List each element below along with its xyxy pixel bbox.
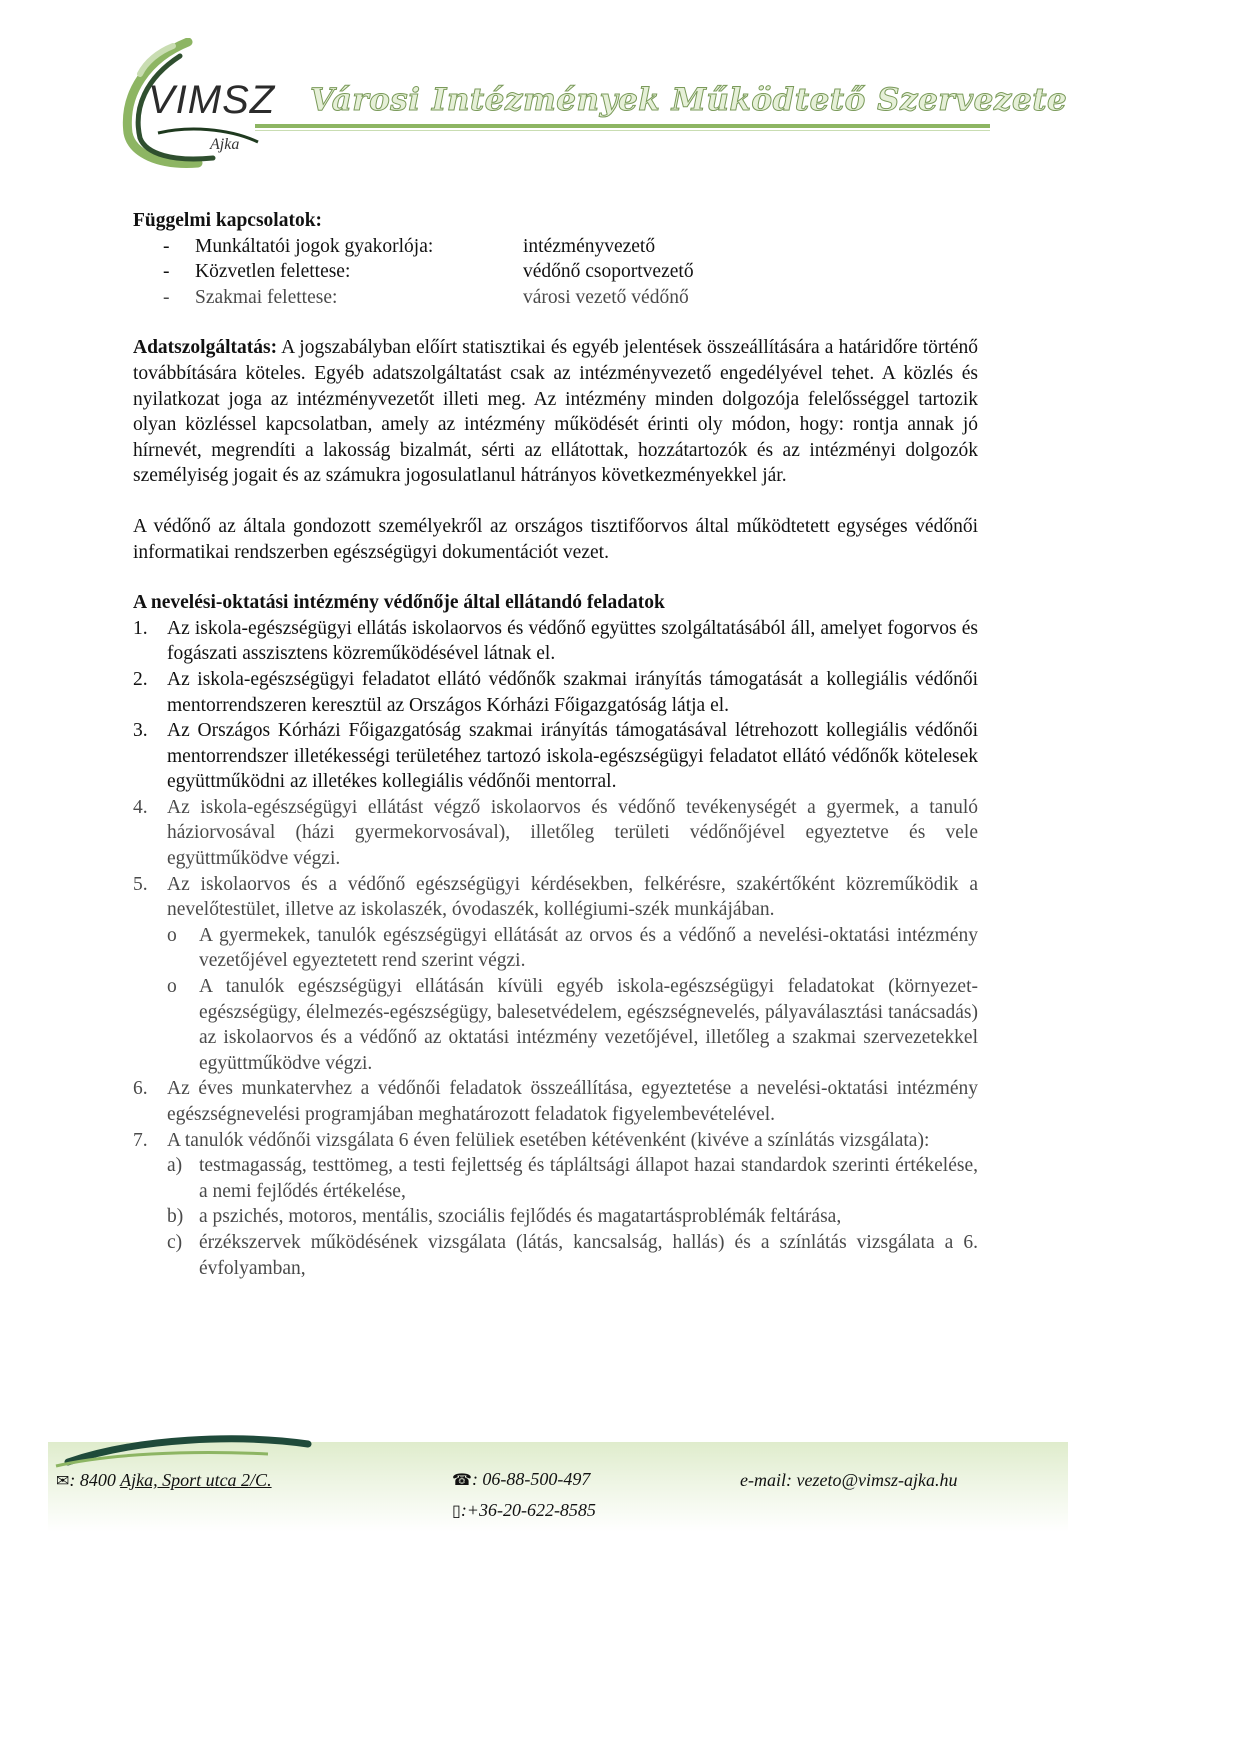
task-text: A tanulók védőnői vizsgálata 6 éven felüliek esetében kétévenként (kivéve a színlátás vizsgálata): xyxy=(167,1129,930,1151)
data-service-text: A jogszabályban előírt statisztikai és egyéb jelentések összeállítására a határidőre történő továbbítására köteles. Egyéb adatszolgáltatást csak az intézményvezető engedélyével tehet. A közlés és nyilatkozat joga az intézményvezetőt illeti meg. Az intézmény minden dolgozója felelősséggel tartozik olyan közléssel kapcsolatban, amely az intézmény működését érinti oly módon, hogy: rontja annak jó hírnevét, megrendíti a lakosság bizalmát, sérti az ellátottak, hozzátartozók és az intézményi dolgozók személyiség jogait és az számukra jogosulatlanul hátrányos következményekkel jár. xyxy=(133,337,978,487)
task-5-subitem xyxy=(167,974,978,1076)
page-footer xyxy=(0,1430,1100,1555)
address-street: Ajka, Sport utca 2/C. xyxy=(120,1470,272,1490)
task-number: 2. xyxy=(133,668,148,690)
subitem-text: A tanulók egészségügyi ellátásán kívüli egyéb iskola-egészségügyi feladatokat (környezet-egészségügy, élelmezés-egészségügy, balesetvédelem, egészségnevelés, pályaválasztási tanácsadás) az iskolaorvos és a védőnő az oktatási intézmény vezetőjével, illetőleg a szakmai szervezetekkel együttműködve végzi. xyxy=(199,976,978,1074)
footer-email: e-mail: vezeto@vimsz-ajka.hu xyxy=(740,1470,958,1490)
page-header xyxy=(0,0,1100,175)
task-item-6 xyxy=(133,1076,978,1127)
task-item-5 xyxy=(133,872,978,923)
header-divider xyxy=(255,124,990,128)
footer-swoosh-graphic xyxy=(48,1430,328,1470)
subitem-letter: c) xyxy=(167,1231,183,1253)
subitem-text: érzékszervek működésének vizsgálata (látás, kancsalság, hallás) és a színlátás vizsgálata a 6. évfolyamban, xyxy=(199,1231,978,1279)
task-number: 1. xyxy=(133,617,148,639)
task-item-1 xyxy=(133,616,978,667)
phone-number: : 06-88-500-497 xyxy=(471,1469,591,1489)
relation-label: Szakmai felettese: xyxy=(195,286,338,308)
subitem-letter: b) xyxy=(167,1206,184,1228)
footer-address xyxy=(56,1470,272,1491)
footer-mobile xyxy=(452,1500,596,1521)
logo-text: VIMSZ xyxy=(148,78,276,122)
task-number: 6. xyxy=(133,1078,148,1100)
task-item-2 xyxy=(133,667,978,718)
task-text: Az iskolaorvos és a védőnő egészségügyi kérdésekben, felkérésre, szakértőként közreműködik a nevelőtestület, illetve az iskolaszék, óvodaszék, kollégiumi-szék munkájában. xyxy=(167,873,978,921)
subitem-text: testmagasság, testtömeg, a testi fejlettség és tápláltsági állapot hazai standardok szerinti értékelése, a nemi fejlődés értékelése, xyxy=(199,1155,978,1202)
subitem-letter: a) xyxy=(167,1155,183,1177)
task-item-7 xyxy=(133,1128,978,1154)
task-text: Az iskola-egészségügyi feladatot ellátó védőnők szakmai irányítás támogatását a kollegiális védőnői mentorrendszeren keresztül az Országos Kórházi Főigazgatóság látja el. xyxy=(167,668,978,716)
task-number: 5. xyxy=(133,873,148,895)
logo-city: Ajka xyxy=(210,136,240,153)
task-text: Az Országos Kórházi Főigazgatóság szakmai irányítás támogatásával létrehozott kollegiális védőnői mentorrendszer illetékességi területéhez tartozó iskola-egészségügyi feladatot ellátó védőnők kötelesek együttműködni az illetékes kollegiális védőnői mentorral. xyxy=(167,720,978,793)
task-text: Az éves munkatervhez a védőnői feladatok összeállítása, egyeztetése a nevelési-oktatási intézmény egészségnevelési programjában meghatározott feladatok figyelembevételével. xyxy=(167,1078,978,1125)
task-number: 3. xyxy=(133,720,148,742)
vimsz-logo xyxy=(118,38,288,168)
task-7-subitem xyxy=(167,1230,978,1281)
organization-name: Városi Intézmények Működtető Szervezete xyxy=(310,82,1068,118)
relation-value: városi vezető védőnő xyxy=(523,286,689,308)
task-item-3 xyxy=(133,718,978,795)
documentation-paragraph: A védőnő az általa gondozott személyekről az országos tisztifőorvos által működtetett egységes védőnői informatikai rendszerben egészségügyi dokumentációt vezet. xyxy=(133,515,978,563)
relation-dash: - xyxy=(163,286,170,308)
task-7-subitem xyxy=(167,1204,978,1230)
relation-row xyxy=(133,234,978,260)
document-body xyxy=(133,208,978,1281)
footer-phone xyxy=(452,1469,590,1490)
task-7-subitem xyxy=(167,1153,978,1204)
relation-row xyxy=(133,259,978,285)
task-text: Az iskola-egészségügyi ellátást végző iskolaorvos és védőnő tevékenységét a gyermek, a tanuló háziorvosával (házi gyermekorvosával), illetőleg területi védőnőjével egyeztetve és vele együttműködve végzi. xyxy=(167,796,978,870)
task-number: 7. xyxy=(133,1129,148,1151)
relation-label: Munkáltatói jogok gyakorlója: xyxy=(195,235,434,257)
data-service-label: Adatszolgáltatás: xyxy=(133,337,278,359)
subitem-text: A gyermekek, tanulók egészségügyi ellátását az orvos és a védőnő a nevelési-oktatási intézmény vezetőjével egyeztetett rend szerint végzi. xyxy=(199,924,978,972)
header-divider-thin xyxy=(255,130,990,131)
task-5-subitem xyxy=(167,923,978,974)
envelope-icon: ✉ xyxy=(56,1471,70,1490)
tasks-heading: A nevelési-oktatási intézmény védőnője által ellátandó feladatok xyxy=(133,592,665,614)
task-text: Az iskola-egészségügyi ellátás iskolaorvos és védőnő együttes szolgáltatásából áll, amelyet fogorvos és fogászati asszisztens közreműködésével látnak el. xyxy=(167,617,978,665)
relation-value: védőnő csoportvezető xyxy=(523,261,694,283)
relation-row xyxy=(133,285,978,311)
relation-value: intézményvezető xyxy=(523,235,656,257)
subitem-text: a pszichés, motoros, mentális, szociális fejlődés és magatartásproblémák feltárása, xyxy=(199,1206,842,1228)
mobile-number: :+36-20-622-8585 xyxy=(460,1500,596,1520)
data-service-paragraph xyxy=(133,335,978,489)
telephone-icon: ☎ xyxy=(452,1470,472,1489)
task-number: 4. xyxy=(133,796,148,818)
relation-label: Közvetlen felettese: xyxy=(195,261,351,283)
relation-dash: - xyxy=(163,235,170,257)
subitem-bullet: o xyxy=(167,976,177,998)
task-item-4 xyxy=(133,795,978,872)
relations-heading: Függelmi kapcsolatok: xyxy=(133,210,323,231)
subitem-bullet: o xyxy=(167,924,177,946)
address-prefix: : 8400 xyxy=(69,1470,121,1490)
mobile-phone-icon: ▯ xyxy=(452,1501,461,1520)
relation-dash: - xyxy=(163,261,170,283)
